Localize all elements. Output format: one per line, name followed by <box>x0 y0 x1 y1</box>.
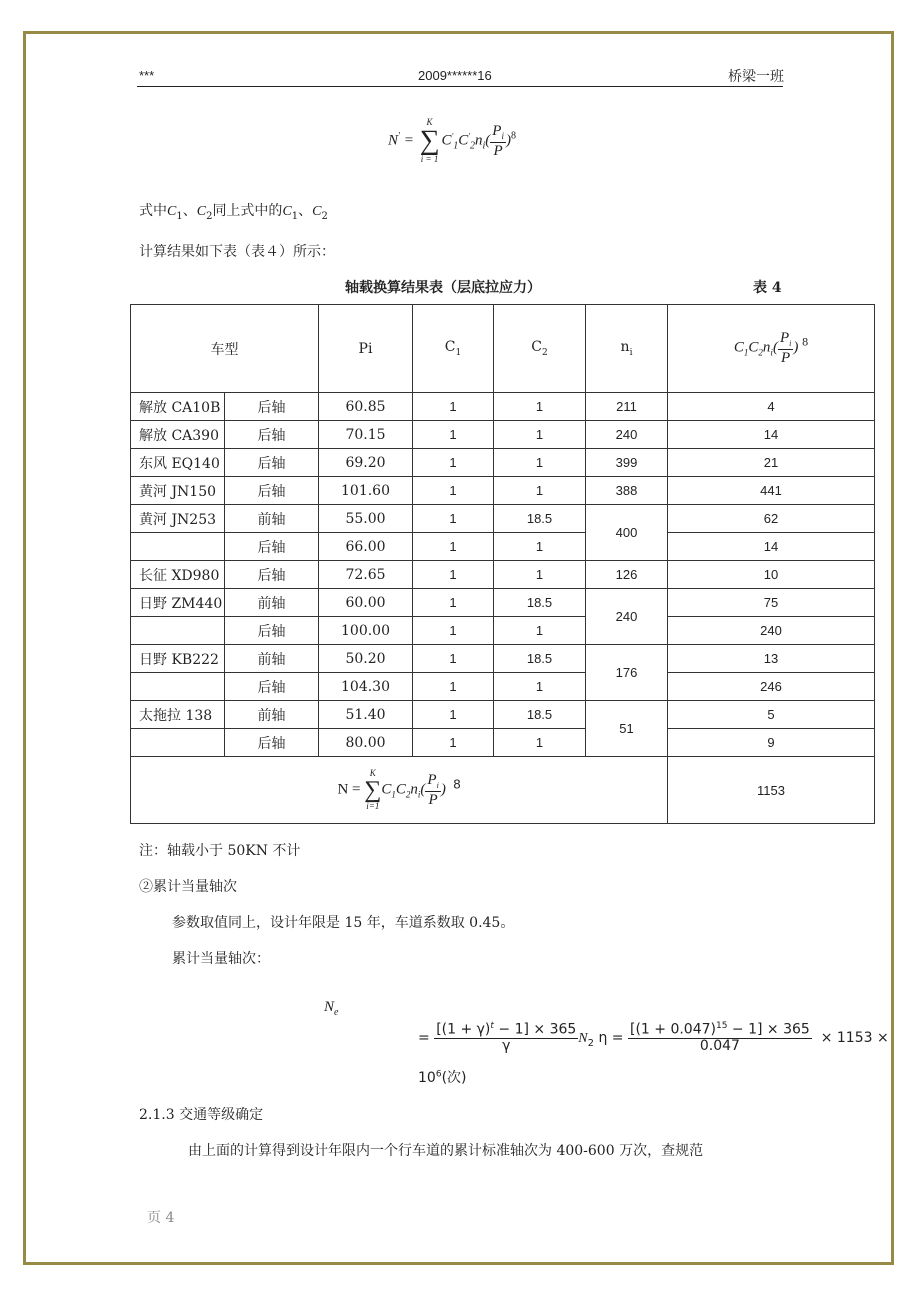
cell-c2: 18.5 <box>494 505 586 533</box>
cell-vehicle <box>131 617 225 645</box>
cell-c1: 1 <box>413 645 494 673</box>
formula-ne-tail: $10^6$(次) <box>418 1069 467 1086</box>
table-row <box>131 393 875 421</box>
cell-ni: 399 <box>586 449 668 477</box>
cell-c2: 1 <box>494 561 586 589</box>
total-value: 1153 <box>668 757 875 824</box>
cell-vehicle <box>131 673 225 701</box>
cell-c1: 1 <box>413 449 494 477</box>
header-c1: $C_1$ <box>413 305 494 393</box>
cell-result: 5 <box>668 701 875 729</box>
cell-axle: 后轴 <box>225 533 319 561</box>
cell-c1: 1 <box>413 673 494 701</box>
cell-axle: 后轴 <box>225 729 319 757</box>
cell-pi: 50.20 <box>319 645 413 673</box>
cell-axle: 后轴 <box>225 477 319 505</box>
cell-vehicle: 东风 EQ140 <box>131 449 225 477</box>
cell-ni: 126 <box>586 561 668 589</box>
cell-c2: 1 <box>494 729 586 757</box>
cell-c1: 1 <box>413 561 494 589</box>
cell-ni: 388 <box>586 477 668 505</box>
para-explanation: 式中$C_1$、$C_2$同上式中的$C_1$、$C_2$ <box>139 203 328 222</box>
header-right: 桥梁一班 <box>728 69 784 85</box>
table-row <box>131 645 875 673</box>
header-pi: Pi <box>319 305 413 393</box>
cell-c2: 1 <box>494 477 586 505</box>
table-total-row <box>131 757 875 824</box>
cell-c2: 1 <box>494 421 586 449</box>
cell-pi: 60.85 <box>319 393 413 421</box>
cell-vehicle <box>131 533 225 561</box>
cell-ni: 240 <box>586 589 668 645</box>
header-c2: $C_2$ <box>494 305 586 393</box>
cell-result: 75 <box>668 589 875 617</box>
cell-c1: 1 <box>413 589 494 617</box>
section-cumulative-axle: ②累计当量轴次 <box>139 879 237 895</box>
table-row <box>131 533 875 561</box>
cell-result: 240 <box>668 617 875 645</box>
table-header-row <box>131 305 875 393</box>
cell-pi: 51.40 <box>319 701 413 729</box>
cell-result: 14 <box>668 533 875 561</box>
table-row <box>131 449 875 477</box>
cell-c1: 1 <box>413 701 494 729</box>
cell-vehicle: 黄河 JN150 <box>131 477 225 505</box>
cell-vehicle: 黄河 JN253 <box>131 505 225 533</box>
cell-c1: 1 <box>413 477 494 505</box>
cell-pi: 104.30 <box>319 673 413 701</box>
table-row <box>131 421 875 449</box>
cell-result: 10 <box>668 561 875 589</box>
header-vehicle-type: 车型 <box>131 305 319 393</box>
cell-c2: 1 <box>494 393 586 421</box>
cell-axle: 后轴 <box>225 617 319 645</box>
cell-vehicle: 长征 XD980 <box>131 561 225 589</box>
cell-axle: 后轴 <box>225 673 319 701</box>
formula-ne-rhs: = $\frac{[(1 + \gamma)^t - 1] \times 365}{\gamma}$ $N_2$ η = $\frac{[(1 + 0.047)^{15} - 1] \times 365}{0.047}$ × 1153 × <box>418 1021 889 1055</box>
header-rule <box>137 86 783 87</box>
cell-vehicle: 解放 CA10B <box>131 393 225 421</box>
para-cumulative-label: 累计当量轴次： <box>172 951 270 967</box>
cell-axle: 前轴 <box>225 505 319 533</box>
header-formula: $C_1C_2n_i$( $\frac{P_i}{P}$ ) $^8$ <box>668 305 875 393</box>
cell-result: 246 <box>668 673 875 701</box>
table-row <box>131 589 875 617</box>
cell-c2: 1 <box>494 617 586 645</box>
table-caption: 轴载换算结果表（层底拉应力） <box>345 280 541 296</box>
cell-pi: 60.00 <box>319 589 413 617</box>
cell-c2: 1 <box>494 673 586 701</box>
cell-c1: 1 <box>413 421 494 449</box>
cell-result: 441 <box>668 477 875 505</box>
table-row <box>131 561 875 589</box>
cell-vehicle: 日野 KB222 <box>131 645 225 673</box>
page-number: 页 4 <box>147 1210 175 1226</box>
section-traffic-grade: 2.1.3 交通等级确定 <box>139 1107 264 1123</box>
cell-pi: 72.65 <box>319 561 413 589</box>
cell-axle: 后轴 <box>225 561 319 589</box>
para-parameters: 参数取值同上，设计年限是 15 年，车道系数取 0.45。 <box>172 915 515 931</box>
cell-axle: 前轴 <box>225 645 319 673</box>
cell-ni: 176 <box>586 645 668 701</box>
header-ni: $n_i$ <box>586 305 668 393</box>
table-note: 注：轴载小于 50KN 不计 <box>139 843 301 859</box>
cell-pi: 55.00 <box>319 505 413 533</box>
cell-vehicle: 解放 CA390 <box>131 421 225 449</box>
cell-pi: 66.00 <box>319 533 413 561</box>
cell-axle: 后轴 <box>225 421 319 449</box>
cell-ni: 400 <box>586 505 668 561</box>
cell-result: 13 <box>668 645 875 673</box>
cell-result: 62 <box>668 505 875 533</box>
table-row <box>131 617 875 645</box>
cell-pi: 101.60 <box>319 477 413 505</box>
cell-c2: 18.5 <box>494 589 586 617</box>
total-formula: N = K ∑ i=1 $C_1C_2n_i$( $\frac{P_i}{P}$ ) 8 <box>131 757 668 824</box>
para-result-intro: 计算结果如下表（表４）所示： <box>139 244 335 260</box>
cell-c1: 1 <box>413 729 494 757</box>
cell-c2: 1 <box>494 533 586 561</box>
cell-axle: 后轴 <box>225 449 319 477</box>
cell-pi: 100.00 <box>319 617 413 645</box>
cell-axle: 前轴 <box>225 589 319 617</box>
cell-result: 4 <box>668 393 875 421</box>
cell-axle: 后轴 <box>225 393 319 421</box>
cell-pi: 80.00 <box>319 729 413 757</box>
axle-load-table <box>130 304 875 824</box>
para-conclusion: 由上面的计算得到设计年限内一个行车道的累计标准轴次为 400-600 万次，查规范 <box>188 1143 704 1159</box>
cell-c2: 18.5 <box>494 701 586 729</box>
formula-ne-lhs: $N_e$ <box>324 999 339 1018</box>
cell-result: 14 <box>668 421 875 449</box>
cell-result: 21 <box>668 449 875 477</box>
table-row <box>131 673 875 701</box>
cell-c2: 1 <box>494 449 586 477</box>
cell-c2: 18.5 <box>494 645 586 673</box>
cell-axle: 前轴 <box>225 701 319 729</box>
cell-result: 9 <box>668 729 875 757</box>
cell-c1: 1 <box>413 505 494 533</box>
cell-ni: 240 <box>586 421 668 449</box>
header-left: *** <box>139 68 155 83</box>
table-row <box>131 477 875 505</box>
cell-vehicle: 日野 ZM440 <box>131 589 225 617</box>
table-row <box>131 701 875 729</box>
cell-ni: 51 <box>586 701 668 757</box>
table-row <box>131 729 875 757</box>
cell-vehicle: 太拖拉 138 <box>131 701 225 729</box>
table-row <box>131 505 875 533</box>
cell-c1: 1 <box>413 533 494 561</box>
cell-ni: 211 <box>586 393 668 421</box>
header-center: 2009******16 <box>418 68 492 83</box>
table-label: 表 4 <box>753 280 782 296</box>
cell-c1: 1 <box>413 393 494 421</box>
formula-n-prime: N' = K ∑ i = 1 $C'_1C'_2n_i$( $\frac{P_i}{P}$ )$^8$ <box>388 117 516 164</box>
cell-pi: 70.15 <box>319 421 413 449</box>
cell-c1: 1 <box>413 617 494 645</box>
cell-pi: 69.20 <box>319 449 413 477</box>
cell-vehicle <box>131 729 225 757</box>
